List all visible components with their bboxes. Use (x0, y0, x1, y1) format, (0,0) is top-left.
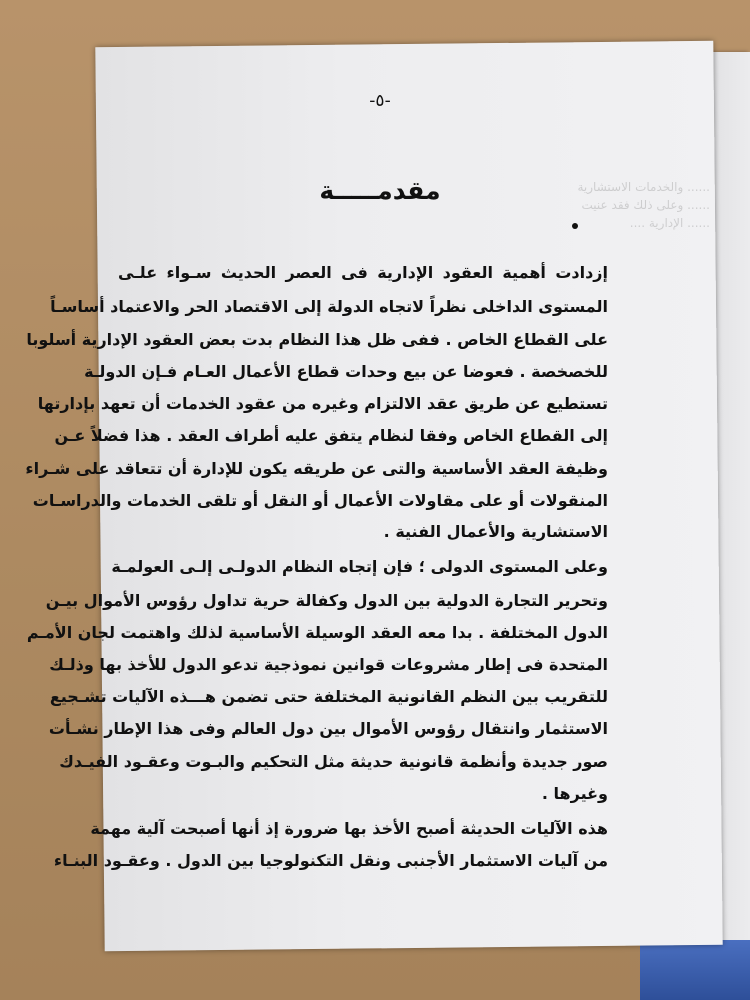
bullet-dot (572, 223, 578, 229)
text-line: الدول المختلفة . بدا معه العقد الوسيلة الأساسية لذلك واهتمت لجان الأمـم (26, 623, 608, 642)
text-line: وتحرير التجارة الدولية بين الدول وكفالة حرية تداول رؤوس الأموال بيـن (45, 591, 608, 610)
section-heading: مقدمـــــة (319, 176, 441, 205)
bleed-line: ...... الإدارية .... (629, 216, 710, 230)
text-line: الاستشارية والأعمال الفنية . (383, 522, 608, 541)
text-line: وعلى المستوى الدولى ؛ فإن إتجاه النظام الدولـى إلـى العولمـة (111, 557, 608, 576)
text-line: صور جديدة وأنظمة قانونية حديثة مثل التحكيم والبـوت وعقـود الفيـدك (59, 752, 608, 771)
text-line: للتقريب بين النظم القانونية المختلفة حتى تضمن هـــذه الآليات تشـجيع (49, 687, 608, 706)
bleed-line: ...... وعلى ذلك فقد عنيت (581, 198, 710, 212)
text-line: وظيفة العقد الأساسية والتى عن طريقه يكون للإدارة أن تتعاقد على شـراء (25, 459, 608, 478)
text-line: المتحدة فى إطار مشروعات قوانين نموذجية تدعو الدول للأخذ بها وذلـك (49, 655, 608, 674)
text-line: هذه الآليات الحديثة أصبح الأخذ بها ضرورة إذ أنها أصبحت آلية مهمة (90, 819, 608, 838)
text-line: من آليات الاستثمار الأجنبى ونقل التكنولوجيا بين الدول . وعقـود البنـاء (53, 851, 608, 870)
book-cover-edge (640, 940, 750, 1000)
text-line: للخصخصة . فعوضا عن بيع وحدات قطاع الأعمال العـام فـإن الدولـة (84, 362, 608, 381)
text-line: على القطاع الخاص . ففى ظل هذا النظام بدت بعض العقود الإدارية أسلوبا (26, 330, 608, 349)
text-line: تستطيع عن طريق عقد الالتزام وغيره من عقود الخدمات أن تعهد بإدارتها (37, 394, 608, 413)
text-line: المنقولات أو على مقاولات الأعمال أو النقل أو تلقى الخدمات والدراسـات (32, 491, 608, 510)
page-number: -٥- (369, 91, 391, 111)
text-line: المستوى الداخلى نظراً لاتجاه الدولة إلى الاقتصاد الحر والاعتماد أساسـاً (50, 297, 608, 316)
text-line: الاستثمار وانتقال رؤوس الأموال بين دول العالم وفى هذا الإطار نشـأت (48, 719, 608, 738)
text-line: وغيرها . (541, 784, 608, 803)
text-line: إلى القطاع الخاص وفقا لنظام يتفق عليه أطراف العقد . هذا فضلاً عـن (54, 426, 608, 445)
text-line: إزدادت أهمية العقود الإدارية فى العصر الحديث سـواء علـى (118, 263, 608, 282)
bleed-line: ...... والخدمات الاستشارية (577, 180, 710, 194)
